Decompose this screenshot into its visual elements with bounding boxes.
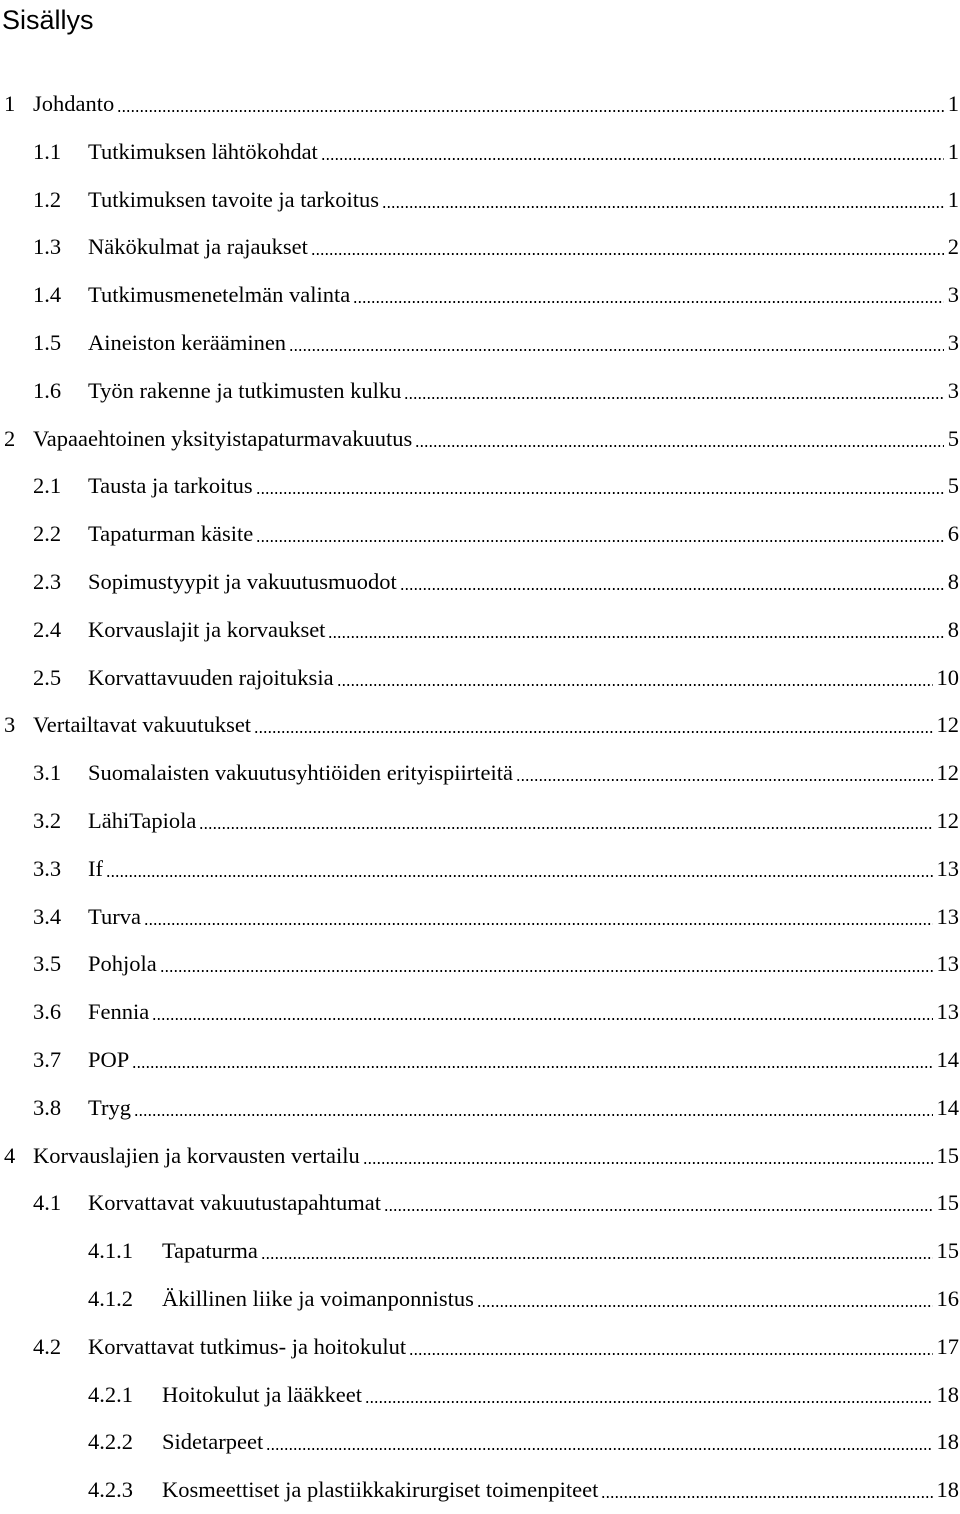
toc-entry-number: 3.6 (33, 998, 61, 1026)
toc-entry-page-number: 12 (937, 807, 960, 835)
toc-entry-page-number: 5 (948, 425, 960, 453)
dot-leader (152, 1018, 932, 1020)
dot-leader (289, 349, 944, 351)
toc-entry-title: Tapaturman käsite (88, 520, 256, 548)
dot-leader (132, 1066, 932, 1068)
toc-entry[interactable] (0, 1371, 960, 1419)
toc-entry[interactable] (0, 128, 960, 176)
toc-entry-page-number: 8 (948, 568, 960, 596)
dot-leader (409, 1353, 932, 1355)
toc-entry[interactable] (0, 367, 960, 415)
dot-leader (365, 1401, 933, 1403)
toc-entry-title: Tapaturma (162, 1237, 261, 1265)
toc-entry-title: Näkökulmat ja rajaukset (88, 233, 311, 261)
toc-entry-page-number: 13 (937, 903, 960, 931)
toc-entry-title: Vapaaehtoinen yksityistapaturmavakuutus (33, 425, 415, 453)
toc-entry[interactable] (0, 654, 960, 702)
toc-entry[interactable] (0, 797, 960, 845)
toc-entry-number: 1.6 (33, 377, 61, 405)
dot-leader (160, 970, 933, 972)
toc-entry-number: 3.7 (33, 1046, 61, 1074)
dot-leader (199, 827, 932, 829)
toc-entry-page-number: 15 (937, 1237, 960, 1265)
toc-entry-number: 4.1.2 (88, 1285, 133, 1313)
toc-entry-number: 2.2 (33, 520, 61, 548)
toc-entry-title: If (88, 855, 106, 883)
toc-entry-title: Työn rakenne ja tutkimusten kulku (88, 377, 404, 405)
toc-entry-number: 1 (4, 90, 15, 118)
toc-entry-page-number: 5 (948, 472, 960, 500)
toc-entry[interactable] (0, 606, 960, 654)
toc-entry-page-number: 14 (937, 1046, 960, 1074)
toc-entry-title: POP (88, 1046, 132, 1074)
toc-entry-number: 1.3 (33, 233, 61, 261)
toc-entry-number: 2 (4, 425, 15, 453)
toc-entry[interactable] (0, 893, 960, 941)
dot-leader (321, 158, 944, 160)
toc-entry-title: Korvattavat tutkimus- ja hoitokulut (88, 1333, 409, 1361)
dot-leader (382, 206, 944, 208)
toc-entry-number: 1.1 (33, 138, 61, 166)
toc-entry-number: 2.3 (33, 568, 61, 596)
toc-entry[interactable] (0, 1275, 960, 1323)
toc-entry-page-number: 6 (948, 520, 960, 548)
toc-entry[interactable] (0, 988, 960, 1036)
toc-entry-title: Tutkimusmenetelmän valinta (88, 281, 353, 309)
toc-entry-page-number: 16 (937, 1285, 960, 1313)
toc-entry[interactable] (0, 462, 960, 510)
toc-entry[interactable] (0, 510, 960, 558)
toc-entry-title: Sidetarpeet (162, 1428, 266, 1456)
toc-entry-number: 4.2.2 (88, 1428, 133, 1456)
dot-leader (363, 1162, 933, 1164)
table-of-contents (0, 80, 960, 1514)
toc-entry[interactable] (0, 80, 960, 128)
toc-entry-title: Sopimustyypit ja vakuutusmuodot (88, 568, 400, 596)
toc-entry[interactable] (0, 176, 960, 224)
dot-leader (117, 110, 944, 112)
dot-leader (261, 1257, 933, 1259)
toc-entry-title: Tausta ja tarkoitus (88, 472, 256, 500)
toc-entry-title: Vertailtavat vakuutukset (33, 711, 254, 739)
toc-entry-page-number: 14 (937, 1094, 960, 1122)
toc-entry-number: 4.1 (33, 1189, 61, 1217)
toc-entry-title: Suomalaisten vakuutusyhtiöiden erityispiirteitä (88, 759, 516, 787)
toc-entry[interactable] (0, 415, 960, 463)
toc-entry[interactable] (0, 1084, 960, 1132)
toc-entry-page-number: 18 (937, 1476, 960, 1504)
dot-leader (477, 1305, 933, 1307)
dot-leader (311, 253, 944, 255)
toc-entry-number: 3.3 (33, 855, 61, 883)
dot-leader (404, 397, 943, 399)
toc-entry-page-number: 13 (937, 950, 960, 978)
dot-leader (266, 1448, 932, 1450)
toc-entry-number: 4.2.3 (88, 1476, 133, 1504)
toc-entry-page-number: 8 (948, 616, 960, 644)
toc-entry-number: 2.1 (33, 472, 61, 500)
toc-entry-title: Korvattavuuden rajoituksia (88, 664, 337, 692)
toc-entry-page-number: 15 (937, 1142, 960, 1170)
toc-entry-title: Tutkimuksen tavoite ja tarkoitus (88, 186, 382, 214)
toc-entry-number: 2.4 (33, 616, 61, 644)
dot-leader (415, 445, 943, 447)
toc-entry-title: Fennia (88, 998, 152, 1026)
dot-leader (353, 301, 943, 303)
toc-entry-title: Tryg (88, 1094, 134, 1122)
toc-entry-number: 4 (4, 1142, 15, 1170)
toc-entry[interactable] (0, 1132, 960, 1180)
dot-leader (254, 731, 932, 733)
toc-entry-title: Turva (88, 903, 144, 931)
toc-entry-number: 1.2 (33, 186, 61, 214)
toc-entry-title: Korvattavat vakuutustapahtumat (88, 1189, 384, 1217)
toc-entry-title: Hoitokulut ja lääkkeet (162, 1381, 365, 1409)
toc-entry-page-number: 2 (948, 233, 960, 261)
toc-entry-page-number: 15 (937, 1189, 960, 1217)
toc-entry-page-number: 3 (948, 281, 960, 309)
toc-entry[interactable] (0, 1179, 960, 1227)
page-title: Sisällys (2, 0, 94, 40)
dot-leader (337, 684, 933, 686)
toc-entry-page-number: 12 (937, 759, 960, 787)
toc-entry-number: 3.4 (33, 903, 61, 931)
toc-entry[interactable] (0, 1036, 960, 1084)
dot-leader (384, 1209, 932, 1211)
dot-leader (516, 779, 933, 781)
toc-entry-title: Korvauslajien ja korvausten vertailu (33, 1142, 363, 1170)
toc-entry-page-number: 18 (937, 1381, 960, 1409)
toc-entry-number: 1.4 (33, 281, 61, 309)
toc-entry[interactable] (0, 319, 960, 367)
toc-entry-title: LähiTapiola (88, 807, 199, 835)
toc-entry-title: Johdanto (33, 90, 117, 118)
toc-entry-title: Äkillinen liike ja voimanponnistus (162, 1285, 477, 1313)
dot-leader (144, 923, 933, 925)
dot-leader (328, 636, 943, 638)
toc-entry[interactable] (0, 223, 960, 271)
toc-entry-page-number: 13 (937, 998, 960, 1026)
toc-entry[interactable] (0, 845, 960, 893)
dot-leader (106, 875, 933, 877)
toc-entry-page-number: 12 (937, 711, 960, 739)
toc-entry-number: 1.5 (33, 329, 61, 357)
toc-entry-page-number: 3 (948, 329, 960, 357)
toc-entry-number: 2.5 (33, 664, 61, 692)
toc-entry[interactable] (0, 749, 960, 797)
toc-entry-page-number: 1 (948, 186, 960, 214)
toc-entry-number: 4.2.1 (88, 1381, 133, 1409)
toc-entry-number: 3.8 (33, 1094, 61, 1122)
toc-entry-title: Pohjola (88, 950, 160, 978)
toc-entry-page-number: 1 (948, 90, 960, 118)
toc-entry-number: 4.1.1 (88, 1237, 133, 1265)
toc-entry-number: 3.5 (33, 950, 61, 978)
toc-entry[interactable] (0, 1466, 960, 1514)
toc-entry-page-number: 10 (937, 664, 960, 692)
toc-entry-number: 3.1 (33, 759, 61, 787)
dot-leader (601, 1496, 932, 1498)
dot-leader (134, 1114, 933, 1116)
toc-entry-title: Tutkimuksen lähtökohdat (88, 138, 321, 166)
toc-entry-page-number: 17 (937, 1333, 960, 1361)
dot-leader (256, 540, 944, 542)
toc-entry-number: 4.2 (33, 1333, 61, 1361)
dot-leader (256, 492, 944, 494)
toc-entry-number: 3.2 (33, 807, 61, 835)
dot-leader (400, 588, 944, 590)
toc-entry-page-number: 3 (948, 377, 960, 405)
toc-entry[interactable] (0, 1323, 960, 1371)
toc-entry-page-number: 1 (948, 138, 960, 166)
toc-entry-title: Korvauslajit ja korvaukset (88, 616, 328, 644)
toc-entry-page-number: 13 (937, 855, 960, 883)
toc-entry[interactable] (0, 940, 960, 988)
toc-entry[interactable] (0, 1227, 960, 1275)
toc-entry[interactable] (0, 271, 960, 319)
toc-entry[interactable] (0, 558, 960, 606)
toc-entry[interactable] (0, 1418, 960, 1466)
toc-entry-title: Kosmeettiset ja plastiikkakirurgiset toimenpiteet (162, 1476, 601, 1504)
toc-entry[interactable] (0, 701, 960, 749)
toc-entry-page-number: 18 (937, 1428, 960, 1456)
toc-entry-number: 3 (4, 711, 15, 739)
toc-entry-title: Aineiston kerääminen (88, 329, 289, 357)
